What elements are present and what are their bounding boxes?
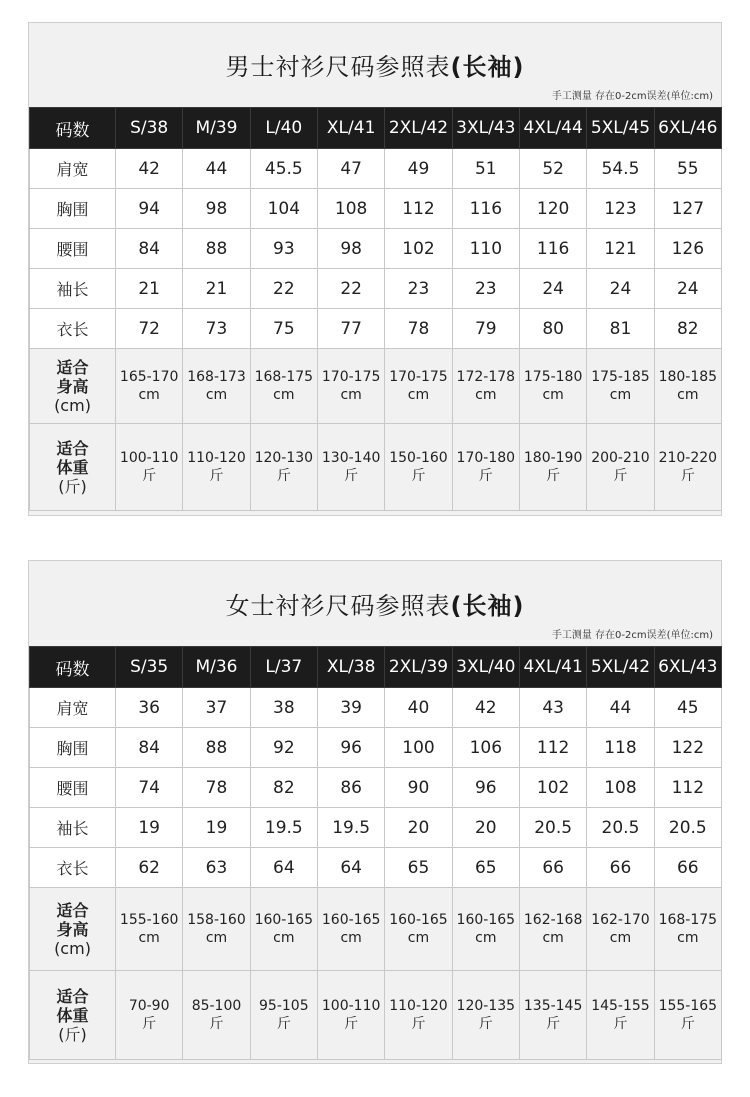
women-height-range: 162-168 <box>523 912 583 928</box>
women-height-cell <box>587 888 654 971</box>
women-weight-cell <box>587 971 654 1060</box>
men-height-unit: cm <box>273 387 295 403</box>
men-row-label: 胸围 <box>30 189 116 229</box>
men-measure-cell: 93 <box>250 229 317 269</box>
women-measure-cell: 106 <box>452 728 519 768</box>
women-measure-cell: 112 <box>654 768 721 808</box>
women-measure-cell: 122 <box>654 728 721 768</box>
men-measure-cell: 51 <box>452 149 519 189</box>
men-header-size: 4XL/44 <box>519 108 586 149</box>
men-height-cell <box>116 349 183 424</box>
men-measure-row <box>30 269 722 309</box>
men-weight-cell <box>250 424 317 511</box>
men-height-cell <box>250 349 317 424</box>
men-header-size: L/40 <box>250 108 317 149</box>
women-measure-cell: 40 <box>385 688 452 728</box>
men-measure-cell: 52 <box>519 149 586 189</box>
women-measure-cell: 118 <box>587 728 654 768</box>
men-weight-unit: 斤 <box>344 468 359 484</box>
men-measure-cell: 54.5 <box>587 149 654 189</box>
women-height-label-line2: 身高 <box>56 919 89 939</box>
men-weight-range: 180-190 <box>523 450 583 466</box>
men-height-unit: cm <box>609 387 632 403</box>
men-height-cell <box>183 349 250 424</box>
women-weight-range: 95-105 <box>259 998 309 1014</box>
men-measure-cell: 121 <box>587 229 654 269</box>
men-height-range: 170-175 <box>321 369 381 385</box>
men-chart-title <box>29 23 721 87</box>
women-weight-unit: 斤 <box>680 1016 695 1032</box>
men-weight-label <box>30 424 116 511</box>
men-row-label: 袖长 <box>30 269 116 309</box>
men-measure-cell: 120 <box>519 189 586 229</box>
women-row-label: 衣长 <box>30 848 116 888</box>
men-header-row <box>30 108 722 149</box>
men-height-range: 172-178 <box>456 369 516 385</box>
men-height-unit: cm <box>407 387 430 403</box>
men-measure-cell: 55 <box>654 149 721 189</box>
men-measure-cell: 75 <box>250 309 317 349</box>
women-measure-row <box>30 808 722 848</box>
men-measure-cell: 88 <box>183 229 250 269</box>
men-measure-cell: 72 <box>116 309 183 349</box>
women-weight-unit: 斤 <box>344 1016 359 1032</box>
women-weight-unit: 斤 <box>276 1016 291 1032</box>
women-size-table <box>29 646 722 1060</box>
women-measure-cell: 19 <box>183 808 250 848</box>
women-measure-row <box>30 768 722 808</box>
women-height-cell <box>317 888 384 971</box>
men-weight-unit: 斤 <box>411 468 426 484</box>
women-height-unit: cm <box>273 930 295 946</box>
men-height-label <box>30 349 116 424</box>
men-header-size: XL/41 <box>317 108 384 149</box>
women-measure-cell: 78 <box>183 768 250 808</box>
women-measure-cell: 108 <box>587 768 654 808</box>
women-measure-cell: 96 <box>317 728 384 768</box>
women-row-label: 胸围 <box>30 728 116 768</box>
men-measure-row <box>30 229 722 269</box>
women-weight-cell <box>317 971 384 1060</box>
men-weight-cell <box>587 424 654 511</box>
women-measure-cell: 64 <box>250 848 317 888</box>
women-weight-cell <box>183 971 250 1060</box>
women-height-range: 158-160 <box>187 912 246 928</box>
men-height-cell <box>317 349 384 424</box>
men-measure-cell: 82 <box>654 309 721 349</box>
men-measure-cell: 108 <box>317 189 384 229</box>
women-weight-cell <box>385 971 452 1060</box>
women-height-range: 155-160 <box>119 912 179 928</box>
women-measure-cell: 37 <box>183 688 250 728</box>
men-measure-cell: 49 <box>385 149 452 189</box>
men-height-unit: cm <box>138 387 160 403</box>
men-weight-range: 170-180 <box>456 450 516 466</box>
men-weight-range: 200-210 <box>591 450 650 466</box>
men-height-label-line1: 适合 <box>56 357 89 377</box>
women-measure-cell: 82 <box>250 768 317 808</box>
women-height-row <box>30 888 722 971</box>
women-header-size: 2XL/39 <box>385 647 452 688</box>
women-header-size: L/37 <box>250 647 317 688</box>
women-measure-cell: 19.5 <box>317 808 384 848</box>
men-weight-cell <box>519 424 586 511</box>
men-title-text: 男士衬衫尺码参照表 <box>225 53 451 81</box>
men-weight-range: 210-220 <box>658 450 718 466</box>
women-height-cell <box>250 888 317 971</box>
women-measure-cell: 20 <box>385 808 452 848</box>
women-weight-range: 120-135 <box>456 998 516 1014</box>
women-height-cell <box>654 888 721 971</box>
women-height-range: 162-170 <box>591 912 650 928</box>
men-height-label-line2: 身高 <box>56 376 89 396</box>
men-measure-cell: 84 <box>116 229 183 269</box>
men-height-cell <box>452 349 519 424</box>
men-row-label: 衣长 <box>30 309 116 349</box>
men-measure-cell: 110 <box>452 229 519 269</box>
men-measure-cell: 22 <box>250 269 317 309</box>
women-height-unit: cm <box>609 930 632 946</box>
women-measure-cell: 96 <box>452 768 519 808</box>
women-measure-cell: 20.5 <box>587 808 654 848</box>
women-title-text: 女士衬衫尺码参照表 <box>225 592 451 620</box>
men-height-row <box>30 349 722 424</box>
men-weight-label-line1: 适合 <box>56 438 89 458</box>
women-weight-label-line3: (斤) <box>58 1024 87 1044</box>
men-height-unit: cm <box>340 387 362 403</box>
women-weight-range: 155-165 <box>658 998 718 1014</box>
men-height-range: 175-180 <box>523 369 583 385</box>
women-weight-range: 135-145 <box>523 998 583 1014</box>
men-measure-cell: 127 <box>654 189 721 229</box>
women-height-range: 160-165 <box>456 912 516 928</box>
women-height-unit: cm <box>542 930 564 946</box>
men-height-unit: cm <box>677 387 699 403</box>
men-weight-cell <box>385 424 452 511</box>
women-measure-cell: 36 <box>116 688 183 728</box>
women-weight-range: 110-120 <box>389 998 448 1014</box>
women-weight-range: 100-110 <box>321 998 381 1014</box>
men-height-cell <box>587 349 654 424</box>
men-header-size-label: 码数 <box>30 108 116 149</box>
men-measure-cell: 21 <box>116 269 183 309</box>
women-weight-cell <box>452 971 519 1060</box>
men-weight-range: 110-120 <box>187 450 246 466</box>
men-measure-cell: 24 <box>519 269 586 309</box>
women-weight-row <box>30 971 722 1060</box>
men-measure-cell: 78 <box>385 309 452 349</box>
men-weight-cell <box>317 424 384 511</box>
women-height-range: 160-165 <box>389 912 448 928</box>
women-measure-note: 手工测量 存在0-2cm误差(单位:cm) <box>551 630 713 641</box>
women-weight-label-line1: 适合 <box>56 986 89 1006</box>
women-weight-label-line2: 体重 <box>56 1005 89 1025</box>
women-height-label-line1: 适合 <box>56 900 89 920</box>
women-weight-unit: 斤 <box>142 1016 157 1032</box>
men-header-size: 5XL/45 <box>587 108 654 149</box>
women-weight-label <box>30 971 116 1060</box>
men-weight-cell <box>116 424 183 511</box>
men-measure-cell: 21 <box>183 269 250 309</box>
women-weight-unit: 斤 <box>478 1016 493 1032</box>
men-measure-row <box>30 149 722 189</box>
women-measure-row <box>30 848 722 888</box>
women-height-unit: cm <box>677 930 699 946</box>
men-measure-cell: 44 <box>183 149 250 189</box>
men-measure-cell: 24 <box>587 269 654 309</box>
women-height-label <box>30 888 116 971</box>
men-weight-range: 150-160 <box>389 450 448 466</box>
women-measure-cell: 63 <box>183 848 250 888</box>
men-height-range: 168-175 <box>254 369 314 385</box>
men-measure-cell: 116 <box>452 189 519 229</box>
women-measure-row <box>30 688 722 728</box>
men-measure-note: 手工测量 存在0-2cm误差(单位:cm) <box>551 91 713 102</box>
women-height-unit: cm <box>340 930 362 946</box>
women-weight-unit: 斤 <box>209 1016 224 1032</box>
men-measure-cell: 116 <box>519 229 586 269</box>
women-measure-cell: 65 <box>385 848 452 888</box>
women-weight-unit: 斤 <box>411 1016 426 1032</box>
women-header-size: 3XL/40 <box>452 647 519 688</box>
men-measure-cell: 80 <box>519 309 586 349</box>
men-measure-cell: 104 <box>250 189 317 229</box>
men-measure-cell: 47 <box>317 149 384 189</box>
women-header-size: M/36 <box>183 647 250 688</box>
women-height-cell <box>183 888 250 971</box>
women-header-size: 5XL/42 <box>587 647 654 688</box>
men-height-cell <box>519 349 586 424</box>
women-size-chart <box>28 560 722 1064</box>
women-weight-cell <box>250 971 317 1060</box>
men-height-unit: cm <box>205 387 228 403</box>
men-weight-unit: 斤 <box>478 468 493 484</box>
men-weight-unit: 斤 <box>613 468 628 484</box>
women-measure-cell: 38 <box>250 688 317 728</box>
women-height-range: 160-165 <box>254 912 314 928</box>
women-measure-cell: 45 <box>654 688 721 728</box>
women-height-unit: cm <box>138 930 160 946</box>
women-measure-cell: 86 <box>317 768 384 808</box>
women-weight-cell <box>116 971 183 1060</box>
women-height-unit: cm <box>407 930 430 946</box>
men-measure-cell: 94 <box>116 189 183 229</box>
women-weight-range: 70-90 <box>128 998 170 1014</box>
women-row-label: 袖长 <box>30 808 116 848</box>
men-weight-range: 130-140 <box>321 450 381 466</box>
men-title-suffix: (长袖) <box>450 53 525 81</box>
women-measure-cell: 19.5 <box>250 808 317 848</box>
men-height-range: 175-185 <box>591 369 650 385</box>
men-row-label: 腰围 <box>30 229 116 269</box>
women-measure-cell: 20.5 <box>519 808 586 848</box>
men-height-range: 168-173 <box>187 369 246 385</box>
women-height-range: 160-165 <box>321 912 381 928</box>
women-weight-range: 85-100 <box>191 998 242 1014</box>
women-weight-cell <box>519 971 586 1060</box>
men-weight-unit: 斤 <box>142 468 157 484</box>
women-measure-cell: 43 <box>519 688 586 728</box>
men-measure-row <box>30 189 722 229</box>
men-header-size: 6XL/46 <box>654 108 721 149</box>
women-weight-cell <box>654 971 721 1060</box>
men-measure-cell: 22 <box>317 269 384 309</box>
men-measure-cell: 112 <box>385 189 452 229</box>
women-measure-cell: 20 <box>452 808 519 848</box>
women-measure-row <box>30 728 722 768</box>
men-height-cell <box>385 349 452 424</box>
women-measure-cell: 66 <box>519 848 586 888</box>
women-header-row <box>30 647 722 688</box>
women-weight-range: 145-155 <box>591 998 650 1014</box>
women-measure-cell: 100 <box>385 728 452 768</box>
men-measure-cell: 23 <box>452 269 519 309</box>
women-measure-cell: 19 <box>116 808 183 848</box>
men-measure-cell: 79 <box>452 309 519 349</box>
men-measure-cell: 23 <box>385 269 452 309</box>
women-chart-title <box>29 561 721 626</box>
men-measure-cell: 24 <box>654 269 721 309</box>
women-measure-cell: 65 <box>452 848 519 888</box>
men-measure-cell: 81 <box>587 309 654 349</box>
women-header-size-label: 码数 <box>30 647 116 688</box>
women-measure-cell: 39 <box>317 688 384 728</box>
women-height-unit: cm <box>475 930 497 946</box>
men-weight-label-line2: 体重 <box>56 457 89 477</box>
women-measure-cell: 102 <box>519 768 586 808</box>
men-height-range: 170-175 <box>389 369 448 385</box>
men-header-size: 3XL/43 <box>452 108 519 149</box>
men-measure-cell: 42 <box>116 149 183 189</box>
men-measure-cell: 126 <box>654 229 721 269</box>
women-measure-cell: 84 <box>116 728 183 768</box>
men-weight-range: 100-110 <box>119 450 179 466</box>
men-weight-range: 120-130 <box>254 450 314 466</box>
men-measure-cell: 45.5 <box>250 149 317 189</box>
men-weight-cell <box>654 424 721 511</box>
women-height-unit: cm <box>205 930 228 946</box>
men-weight-unit: 斤 <box>276 468 291 484</box>
men-measure-cell: 123 <box>587 189 654 229</box>
women-header-size: S/35 <box>116 647 183 688</box>
men-weight-row <box>30 424 722 511</box>
women-measure-cell: 44 <box>587 688 654 728</box>
men-measure-cell: 102 <box>385 229 452 269</box>
men-measure-cell: 98 <box>183 189 250 229</box>
men-header-size: M/39 <box>183 108 250 149</box>
women-measure-cell: 66 <box>654 848 721 888</box>
women-height-range: 168-175 <box>658 912 718 928</box>
men-measure-row <box>30 309 722 349</box>
women-measure-cell: 90 <box>385 768 452 808</box>
women-height-cell <box>385 888 452 971</box>
women-measure-cell: 42 <box>452 688 519 728</box>
men-size-table <box>29 107 722 511</box>
men-height-range: 165-170 <box>119 369 179 385</box>
men-weight-cell <box>183 424 250 511</box>
women-measure-cell: 88 <box>183 728 250 768</box>
men-measure-cell: 73 <box>183 309 250 349</box>
men-measure-cell: 77 <box>317 309 384 349</box>
men-height-label-line3: (cm) <box>54 395 91 415</box>
women-measure-cell: 64 <box>317 848 384 888</box>
men-height-range: 180-185 <box>658 369 718 385</box>
men-measure-cell: 98 <box>317 229 384 269</box>
women-height-cell <box>452 888 519 971</box>
women-header-size: 6XL/43 <box>654 647 721 688</box>
men-weight-unit: 斤 <box>209 468 224 484</box>
women-measure-cell: 74 <box>116 768 183 808</box>
men-row-label: 肩宽 <box>30 149 116 189</box>
men-height-unit: cm <box>542 387 564 403</box>
men-height-cell <box>654 349 721 424</box>
men-weight-label-line3: (斤) <box>58 476 87 496</box>
women-height-cell <box>116 888 183 971</box>
men-header-size: S/38 <box>116 108 183 149</box>
women-title-suffix: (长袖) <box>450 592 525 620</box>
women-measure-cell: 92 <box>250 728 317 768</box>
women-height-label-line3: (cm) <box>54 938 91 958</box>
women-height-cell <box>519 888 586 971</box>
women-weight-unit: 斤 <box>613 1016 628 1032</box>
men-weight-unit: 斤 <box>546 468 561 484</box>
women-measure-cell: 20.5 <box>654 808 721 848</box>
women-header-size: XL/38 <box>317 647 384 688</box>
women-measure-cell: 66 <box>587 848 654 888</box>
women-measure-cell: 62 <box>116 848 183 888</box>
women-header-size: 4XL/41 <box>519 647 586 688</box>
men-size-chart <box>28 22 722 516</box>
men-weight-unit: 斤 <box>680 468 695 484</box>
women-row-label: 肩宽 <box>30 688 116 728</box>
men-weight-cell <box>452 424 519 511</box>
women-measure-cell: 112 <box>519 728 586 768</box>
men-height-unit: cm <box>475 387 497 403</box>
women-weight-unit: 斤 <box>546 1016 561 1032</box>
men-header-size: 2XL/42 <box>385 108 452 149</box>
women-row-label: 腰围 <box>30 768 116 808</box>
